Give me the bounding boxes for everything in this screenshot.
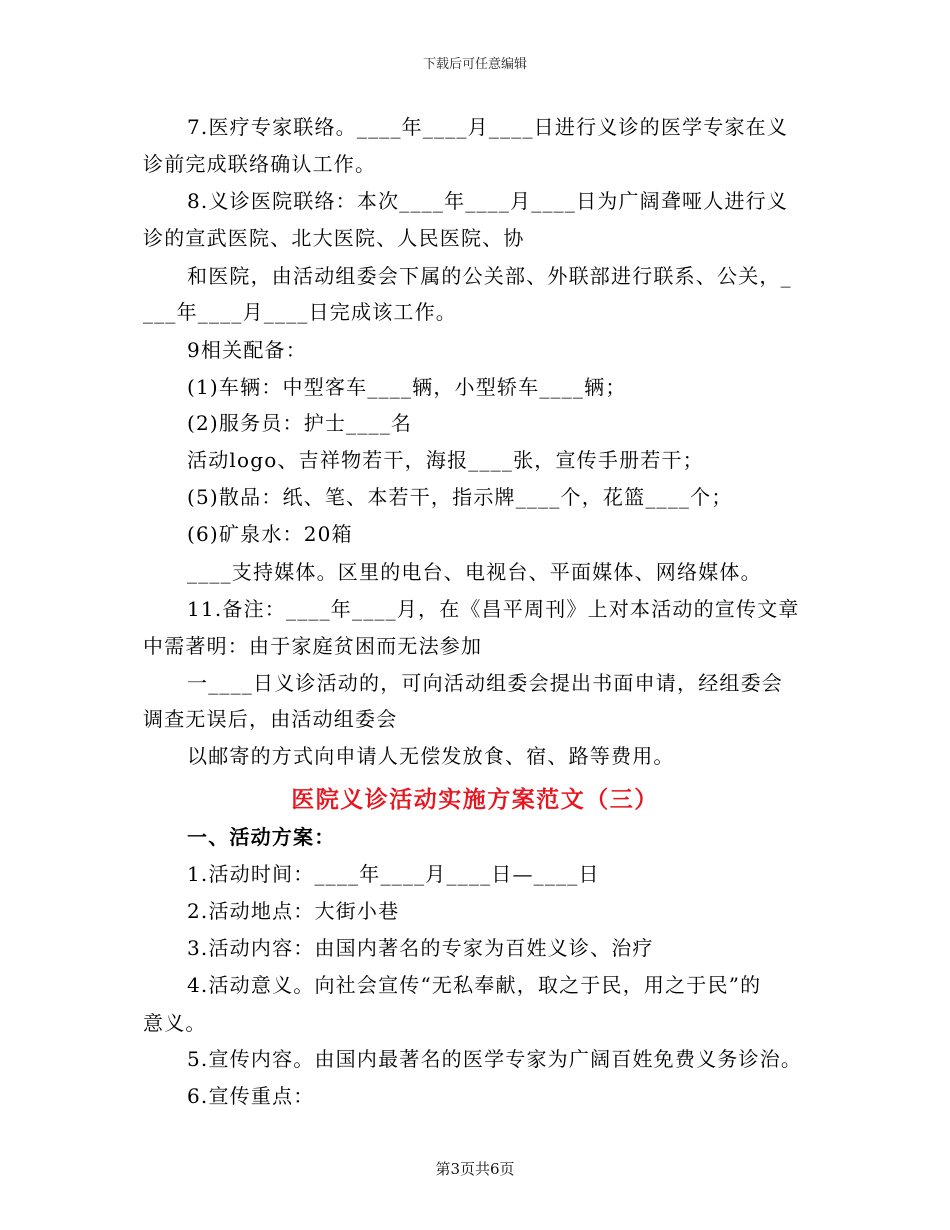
section-title: 医院义诊活动实施方案范文（三） <box>291 786 659 813</box>
paragraph-line: 7.医疗专家联络。____年____月____日进行义诊的医学专家在义 <box>187 115 789 139</box>
list-item: 6.宣传重点： <box>187 1084 315 1108</box>
paragraph-line: 9相关配备： <box>187 338 307 362</box>
paragraph-line: 调查无误后，由活动组委会 <box>143 707 398 731</box>
header-note: 下载后可任意编辑 <box>422 57 527 72</box>
paragraph-line: (2)服务员：护士____名 <box>187 411 413 435</box>
list-item: 4.活动意义。向社会宣传“无私奉献，取之于民，用之于民”的 <box>187 973 762 997</box>
paragraph-line: 11.备注：____年____月，在《昌平周刊》上对本活动的宣传文章 <box>187 597 800 621</box>
paragraph-line: 活动logo、吉祥物若干，海报____张，宣传手册若干； <box>187 448 704 472</box>
paragraph-line: (5)散品：纸、笔、本若干，指示牌____个，花篮____个； <box>187 485 733 509</box>
paragraph-line: 以邮寄的方式向申请人无偿发放食、宿、路等费用。 <box>187 744 675 768</box>
paragraph-line: 一____日义诊活动的，可向活动组委会提出书面申请，经组委会 <box>187 671 783 695</box>
paragraph-line: 诊的宣武医院、北大医院、人民医院、协 <box>143 226 525 250</box>
list-item: 3.活动内容：由国内著名的专家为百姓义诊、治疗 <box>187 936 654 960</box>
paragraph-line: 诊前完成联络确认工作。 <box>143 152 377 176</box>
list-item: 1.活动时间：____年____月____日—____日 <box>187 862 600 886</box>
paragraph-line: (1)车辆：中型客车____辆，小型轿车____辆； <box>187 375 627 399</box>
list-item-continuation: 意义。 <box>143 1011 207 1035</box>
list-item: 5.宣传内容。由国内最著名的医学专家为广阔百姓免费义务诊治。 <box>187 1047 803 1071</box>
section-heading: 一、活动方案： <box>187 825 336 849</box>
paragraph-line: 和医院，由活动组委会下属的公关部、外联部进行联系、公关，_ <box>187 264 792 288</box>
paragraph-line: 中需著明：由于家庭贫困而无法参加 <box>143 634 483 658</box>
paragraph-line: 8.义诊医院联络：本次____年____月____日为广阔聋哑人进行义 <box>187 189 789 213</box>
paragraph-line: (6)矿泉水：20箱 <box>187 522 353 546</box>
page-number: 第3页共6页 <box>435 1160 515 1178</box>
list-item: 2.活动地点：大街小巷 <box>187 899 400 923</box>
paragraph-line: ____支持媒体。区里的电台、电视台、平面媒体、网络媒体。 <box>187 560 762 584</box>
paragraph-line: ___年____月____日完成该工作。 <box>143 300 457 324</box>
